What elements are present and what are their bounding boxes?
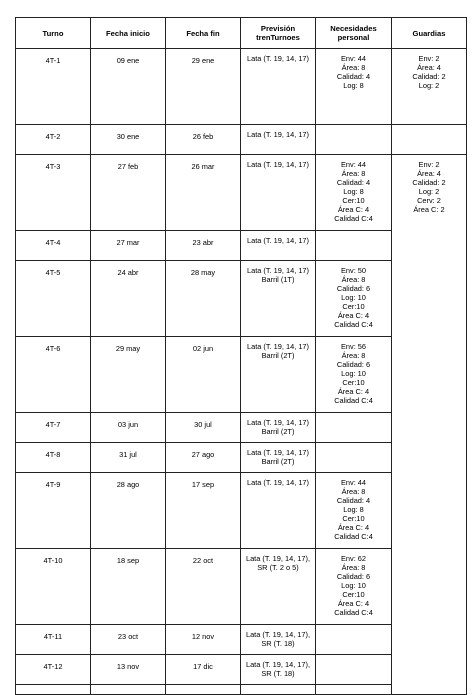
cell-guardias [392,125,467,155]
necesidad-line: Log: 10 [341,369,366,378]
header-turno: Turno [16,18,91,49]
cell-fecha-fin: 26 feb [166,125,241,155]
cell-fecha-fin: 23 abr [166,231,241,261]
table-row [16,49,467,125]
shift-table [15,17,467,695]
cell-empty [166,685,241,695]
cell-fecha-inicio: 27 mar [91,231,166,261]
cell-fecha-inicio: 23 oct [91,625,166,655]
necesidad-line: Área C: 4 [337,523,370,532]
necesidad-line: Calidad: 4 [336,178,371,187]
necesidad-line: Calidad C:4 [334,214,373,223]
cell-fecha-fin: 28 may [166,261,241,337]
cell-guardias [392,231,467,261]
cell-empty [241,685,316,695]
cell-necesidades [316,625,392,655]
necesidad-line: Env: 44 [340,160,367,169]
cell-guardias [392,337,467,413]
cell-turno: 4T-10 [16,549,91,625]
necesidad-line: Área: 8 [341,351,366,360]
cell-necesidades [316,337,392,413]
necesidad-line: Log: 8 [343,187,364,196]
table-row [16,261,467,337]
cell-fecha-fin: 30 jul [166,413,241,443]
necesidad-line: Área C: 4 [337,205,370,214]
cell-necesidades [316,549,392,625]
cell-guardias [392,625,467,655]
cell-fecha-fin: 17 dic [166,655,241,685]
cell-prevision: Lata (T. 19, 14, 17), SR (T. 18) [241,655,316,685]
guardia-line: Log: 2 [418,187,440,196]
cell-fecha-fin: 22 oct [166,549,241,625]
cell-guardias [392,443,467,473]
cell-turno: 4T-2 [16,125,91,155]
cell-guardias [392,261,467,337]
necesidad-line: Calidad: 6 [336,572,371,581]
necesidad-line: Env: 62 [340,554,367,563]
cell-guardias [392,155,467,231]
cell-fecha-inicio: 13 nov [91,655,166,685]
cell-fecha-fin: 26 mar [166,155,241,231]
cell-necesidades [316,49,392,125]
header-row [16,18,467,49]
cell-necesidades [316,655,392,685]
necesidad-line: Calidad: 4 [336,72,371,81]
table-row [16,443,467,473]
cell-prevision: Lata (T. 19, 14, 17) [241,473,316,549]
necesidad-line: Calidad: 4 [336,496,371,505]
necesidad-line: Cer:10 [342,590,365,599]
necesidad-line: Calidad: 6 [336,284,371,293]
cell-fecha-fin: 17 sep [166,473,241,549]
table-row [16,231,467,261]
header-fecha-fin: Fecha fin [166,18,241,49]
cell-guardias [392,549,467,625]
cell-necesidades [316,413,392,443]
necesidad-line: Env: 50 [340,266,367,275]
cell-fecha-fin: 12 nov [166,625,241,655]
cell-turno: 4T-12 [16,655,91,685]
cell-fecha-inicio: 29 may [91,337,166,413]
guardia-line: Calidad: 2 [412,72,446,81]
necesidad-line: Cer:10 [342,302,365,311]
cell-fecha-inicio: 27 feb [91,155,166,231]
necesidad-line: Área: 8 [341,275,366,284]
cell-turno: 4T-1 [16,49,91,125]
cell-fecha-inicio: 09 ene [91,49,166,125]
cell-fecha-fin: 27 ago [166,443,241,473]
cell-fecha-inicio: 03 jun [91,413,166,443]
table-row [16,655,467,685]
necesidad-line: Env: 56 [340,342,367,351]
cell-fecha-inicio: 18 sep [91,549,166,625]
necesidad-line: Env: 44 [340,54,367,63]
cell-fecha-fin: 02 jun [166,337,241,413]
guardia-line: Área: 4 [417,169,441,178]
header-necesidades: Necesidades personal [316,18,392,49]
necesidad-line: Área C: 4 [337,387,370,396]
cell-necesidades [316,473,392,549]
guardia-line: Env: 2 [418,160,440,169]
necesidad-line: Área: 8 [341,487,366,496]
guardia-line: Log: 2 [418,81,440,90]
cell-guardias [392,655,467,685]
cell-prevision: Lata (T. 19, 14, 17) Barril (2T) [241,413,316,443]
cell-guardias [392,473,467,549]
cell-prevision: Lata (T. 19, 14, 17), SR (T. 18) [241,625,316,655]
cell-turno: 4T-8 [16,443,91,473]
header-guardias: Guardias [392,18,467,49]
cell-prevision: Lata (T. 19, 14, 17) Barril (2T) [241,443,316,473]
necesidad-line: Log: 8 [343,505,364,514]
cell-prevision: Lata (T. 19, 14, 17) [241,231,316,261]
necesidad-line: Calidad C:4 [334,532,373,541]
cell-prevision: Lata (T. 19, 14, 17) [241,125,316,155]
necesidad-line: Área: 8 [341,563,366,572]
cell-empty [16,685,91,695]
cell-turno: 4T-4 [16,231,91,261]
necesidad-line: Área: 8 [341,169,366,178]
necesidad-line: Cer:10 [342,196,365,205]
cell-empty [316,685,392,695]
cell-necesidades [316,125,392,155]
table-row [16,625,467,655]
table-row [16,337,467,413]
cell-necesidades [316,231,392,261]
cell-turno: 4T-7 [16,413,91,443]
guardia-line: Cerv: 2 [417,196,441,205]
necesidad-line: Área C: 4 [337,599,370,608]
cell-turno: 4T-11 [16,625,91,655]
cell-necesidades [316,155,392,231]
necesidad-line: Calidad C:4 [334,608,373,617]
cell-prevision: Lata (T. 19, 14, 17) Barril (1T) [241,261,316,337]
necesidad-line: Calidad: 6 [336,360,371,369]
cell-prevision: Lata (T. 19, 14, 17), SR (T. 2 o 5) [241,549,316,625]
table-row [16,549,467,625]
cell-prevision: Lata (T. 19, 14, 17) [241,49,316,125]
cell-fecha-inicio: 28 ago [91,473,166,549]
table-row [16,473,467,549]
cell-empty [392,685,467,695]
guardia-line: Env: 2 [418,54,440,63]
header-fecha-inicio: Fecha inicio [91,18,166,49]
necesidad-line: Calidad C:4 [334,320,373,329]
cell-fecha-inicio: 30 ene [91,125,166,155]
cell-prevision: Lata (T. 19, 14, 17) [241,155,316,231]
necesidad-line: Env: 44 [340,478,367,487]
cell-fecha-fin: 29 ene [166,49,241,125]
necesidad-line: Cer:10 [342,378,365,387]
necesidad-line: Log: 8 [343,81,364,90]
necesidad-line: Log: 10 [341,293,366,302]
table-row [16,685,467,695]
table-row [16,413,467,443]
cell-turno: 4T-5 [16,261,91,337]
header-prevision: Previsión trenTurnoes [241,18,316,49]
guardia-line: Área: 4 [417,63,441,72]
necesidad-line: Área C: 4 [337,311,370,320]
cell-turno: 4T-9 [16,473,91,549]
cell-guardias [392,413,467,443]
cell-fecha-inicio: 31 jul [91,443,166,473]
cell-guardias [392,49,467,125]
guardia-line: Calidad: 2 [412,178,446,187]
necesidad-line: Área: 8 [341,63,366,72]
cell-fecha-inicio: 24 abr [91,261,166,337]
necesidad-line: Cer:10 [342,514,365,523]
necesidad-line: Calidad C:4 [334,396,373,405]
necesidad-line: Log: 10 [341,581,366,590]
guardia-line: Área C: 2 [413,205,445,214]
cell-necesidades [316,261,392,337]
cell-turno: 4T-3 [16,155,91,231]
cell-necesidades [316,443,392,473]
table-body [16,49,467,695]
table-row [16,125,467,155]
table-row [16,155,467,231]
cell-turno: 4T-6 [16,337,91,413]
cell-prevision: Lata (T. 19, 14, 17) Barril (2T) [241,337,316,413]
cell-empty [91,685,166,695]
